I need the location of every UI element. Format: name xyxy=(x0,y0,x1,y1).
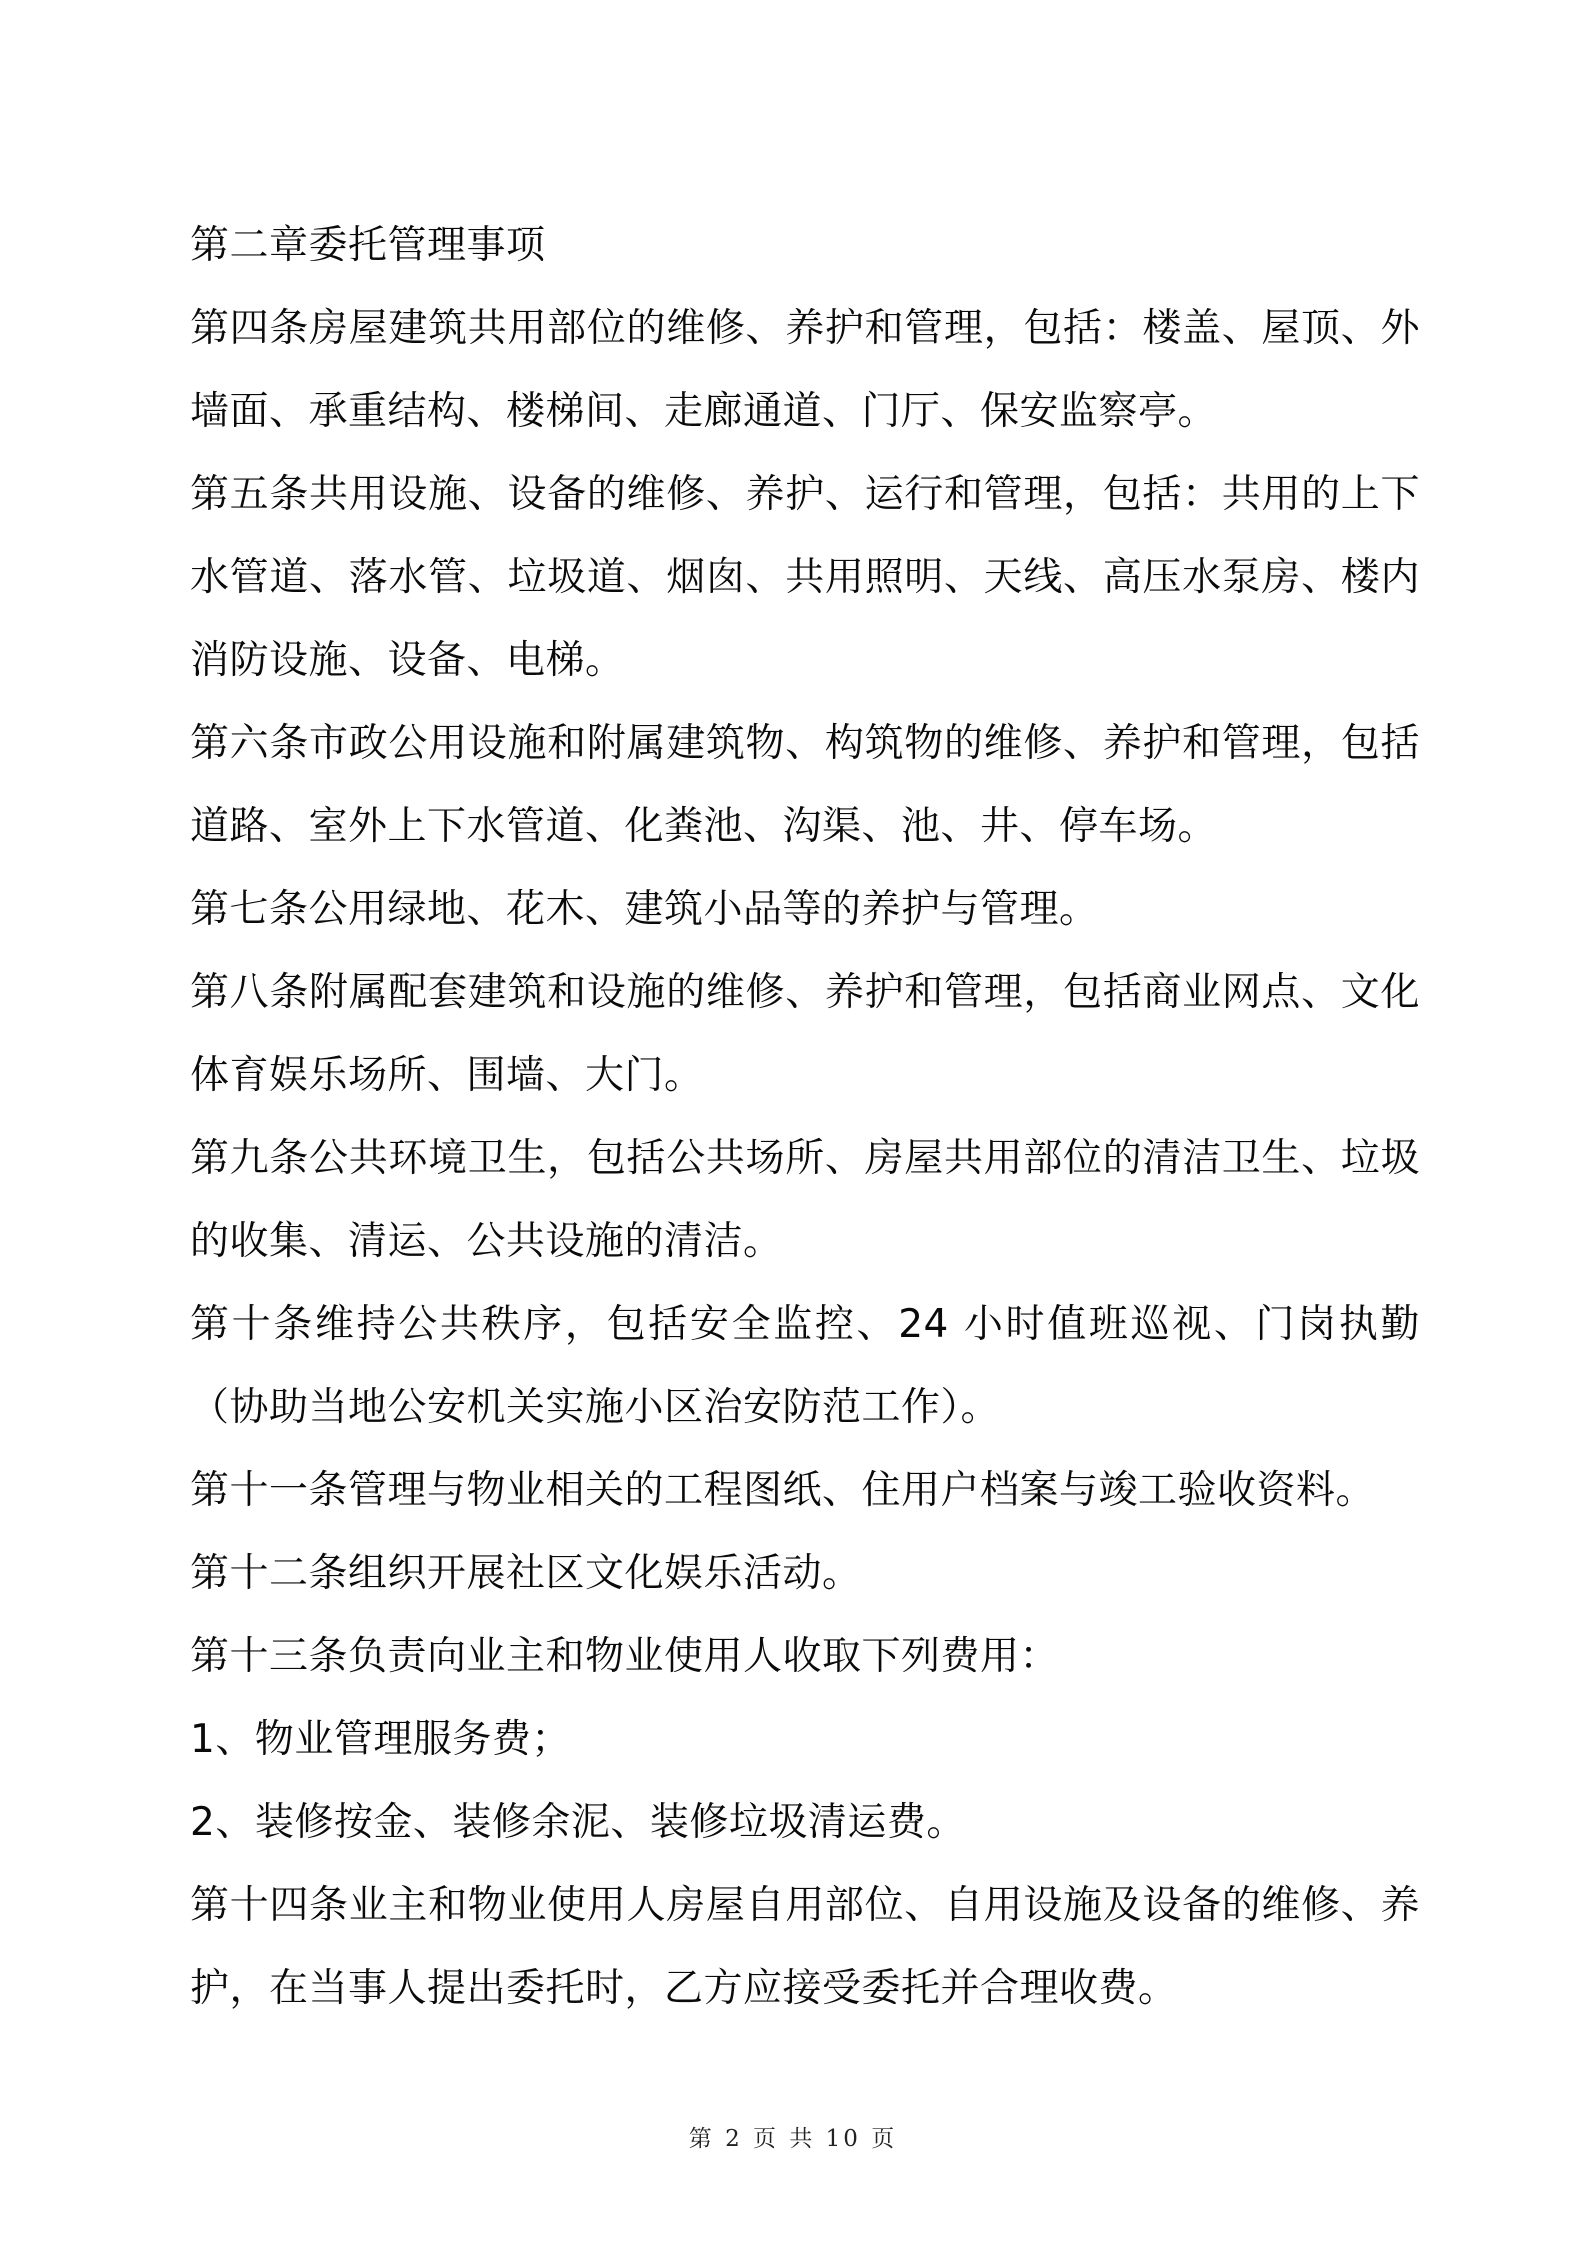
fee-item-1: 1、物业管理服务费； xyxy=(190,1717,571,1762)
article-8: 第八条附属配套建筑和设施的维修、养护和管理，包括商业网点、文化体育娱乐场所、围墙、大门。 xyxy=(190,970,1420,1098)
chapter-heading: 第二章委托管理事项 xyxy=(190,223,546,268)
document-body xyxy=(190,204,1420,2030)
article-4: 第四条房屋建筑共用部位的维修、养护和管理，包括：楼盖、屋顶、外墙面、承重结构、楼梯间、走廊通道、门厅、保安监察亭。 xyxy=(190,306,1420,434)
article-14: 第十四条业主和物业使用人房屋自用部位、自用设施及设备的维修、养护，在当事人提出委托时，乙方应接受委托并合理收费。 xyxy=(190,1883,1420,2011)
fee-item-2: 2、装修按金、装修余泥、装修垃圾清运费。 xyxy=(190,1800,966,1845)
article-10: 第十条维持公共秩序，包括安全监控、24 小时值班巡视、门岗执勤（协助当地公安机关实施小区治安防范工作）。 xyxy=(190,1302,1420,1430)
article-6: 第六条市政公用设施和附属建筑物、构筑物的维修、养护和管理，包括道路、室外上下水管道、化粪池、沟渠、池、井、停车场。 xyxy=(190,721,1420,849)
page-number-footer: 第 2 页 共 10 页 xyxy=(688,2126,898,2152)
article-5: 第五条共用设施、设备的维修、养护、运行和管理，包括：共用的上下水管道、落水管、垃圾道、烟囱、共用照明、天线、高压水泵房、楼内消防设施、设备、电梯。 xyxy=(190,472,1420,683)
article-13: 第十三条负责向业主和物业使用人收取下列费用： xyxy=(190,1634,1060,1679)
article-9: 第九条公共环境卫生，包括公共场所、房屋共用部位的清洁卫生、垃圾的收集、清运、公共设施的清洁。 xyxy=(190,1136,1420,1264)
article-7: 第七条公用绿地、花木、建筑小品等的养护与管理。 xyxy=(190,887,1099,932)
article-12: 第十二条组织开展社区文化娱乐活动。 xyxy=(190,1551,862,1596)
article-11: 第十一条管理与物业相关的工程图纸、住用户档案与竣工验收资料。 xyxy=(190,1468,1376,1513)
